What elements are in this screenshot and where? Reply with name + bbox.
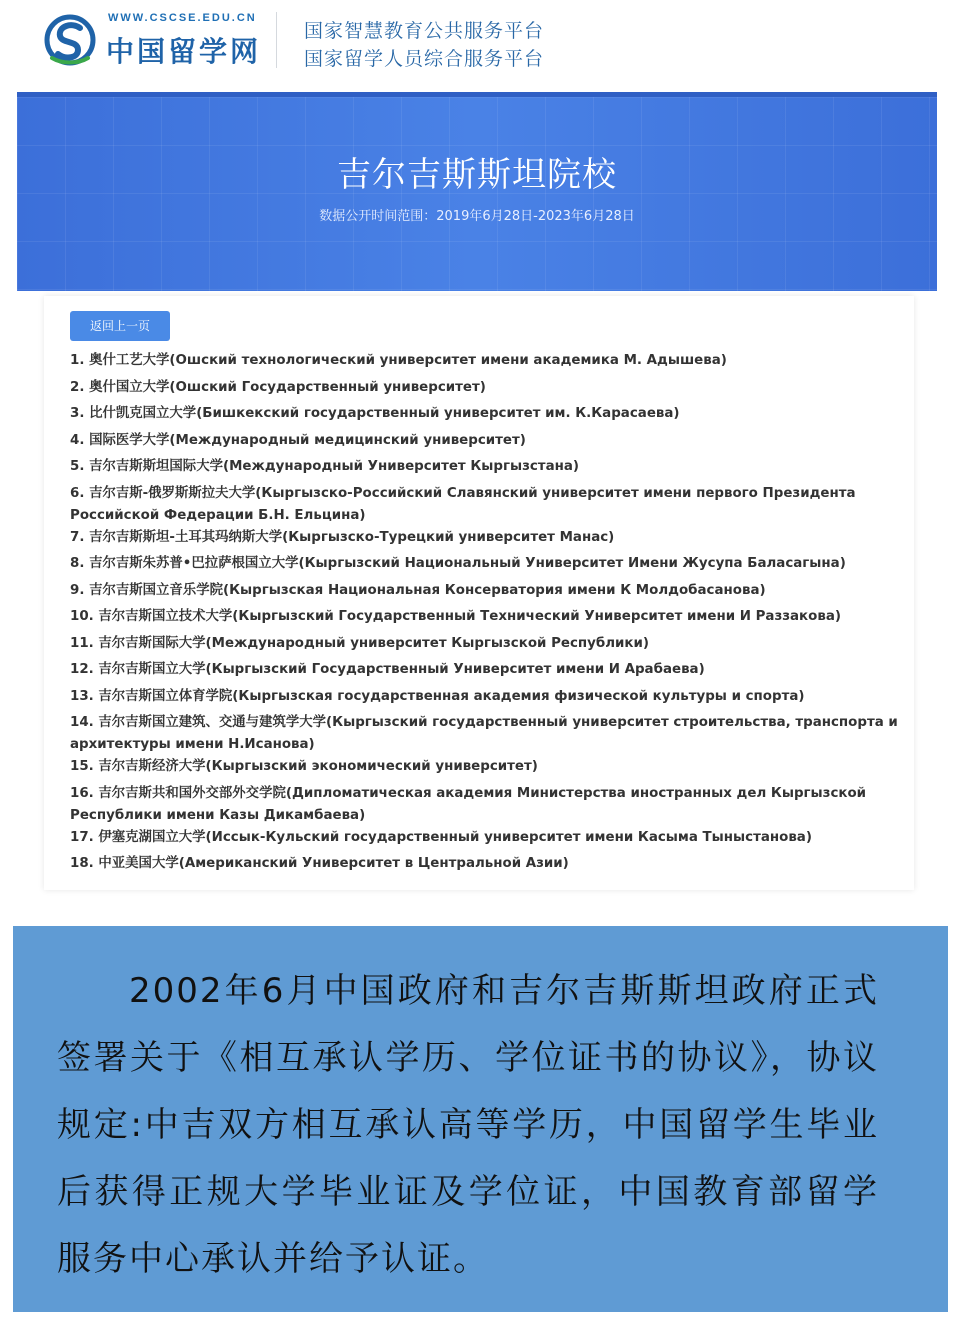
- page-banner: [17, 92, 937, 291]
- list-item: 16. 吉尔吉斯共和国外交部外交学院(Дипломатическая академия Министерства иностранных дел Кыргызской Республики имени Казы Дикамбаева): [70, 785, 867, 823]
- site-header: [0, 0, 958, 90]
- logo-url: WWW.CSCSE.EDU.CN: [108, 12, 257, 24]
- list-item: 3. 比什凯克国立大学(Бишкекский государственный университет им. К.Карасаева): [70, 406, 680, 421]
- list-item: 11. 吉尔吉斯国际大学(Международный университет Кыргызской Республики): [70, 635, 650, 651]
- cscse-logo-icon[interactable]: [42, 14, 98, 70]
- list-item: 10. 吉尔吉斯国立技术大学(Кыргызский Государственный Технический Университет имени И Раззакова): [70, 609, 841, 624]
- university-list: [70, 350, 900, 880]
- list-item: 8. 吉尔吉斯朱苏普•巴拉萨根国立大学(Кыргызский Национальный Университет Имени Жусупа Баласагына): [70, 556, 846, 571]
- list-item: 7. 吉尔吉斯斯坦-土耳其玛纳斯大学(Кыргызско-Турецкий университет Манас): [70, 529, 615, 545]
- list-item: 2. 奥什国立大学(Ошский Государственный университет): [70, 379, 486, 395]
- logo-name[interactable]: 中国留学网: [106, 35, 262, 68]
- agreement-text: 2002年6月中国政府和吉尔吉斯斯坦政府正式签署关于《相互承认学历、学位证书的协议》，协议规定:中吉双方相互承认高等学历，中国留学生毕业后获得正规大学毕业证及学位证，中国教育部留学服务中心承认并给予认证。: [57, 971, 879, 1279]
- platform-name-2: 国家留学人员综合服务平台: [304, 48, 545, 70]
- list-item: 18. 中亚美国大学(Американский Университет в Центральной Азии): [70, 856, 569, 871]
- list-item: 12. 吉尔吉斯国立大学(Кыргызский Государственный Университет имени И Арабаева): [70, 662, 705, 677]
- list-item: 15. 吉尔吉斯经济大学(Кыргызский экономический университет): [70, 759, 538, 774]
- list-item: 1. 奥什工艺大学(Ошский технологический университет имени академика М. Адышева): [70, 353, 727, 368]
- header-divider: [276, 12, 277, 68]
- page-title: 吉尔吉斯斯坦院校: [337, 155, 617, 195]
- agreement-notice: [13, 926, 948, 1312]
- platform-name-1: 国家智慧教育公共服务平台: [304, 20, 545, 42]
- list-item: 14. 吉尔吉斯国立建筑、交通与建筑学大学(Кыргызский государственный университет строительства, транспорта и архитектуры имени Н.Исанова): [70, 715, 898, 752]
- list-item: 17. 伊塞克湖国立大学(Иссык-Кульский государственный университет имени Касыма Тыныстанова): [70, 829, 812, 845]
- list-item: 9. 吉尔吉斯国立音乐学院(Кыргызская Национальная Консерватория имени К Молдобасанова): [70, 582, 766, 598]
- list-item: 13. 吉尔吉斯国立体育学院(Кыргызская государственная академия физической культуры и спорта): [70, 688, 805, 704]
- university-list-card: [44, 296, 914, 890]
- back-button[interactable]: 返回上一页: [70, 311, 170, 341]
- data-range-subtitle: 数据公开时间范围：2019年6月28日-2023年6月28日: [319, 209, 635, 224]
- list-item: 5. 吉尔吉斯斯坦国际大学(Международный Университет Кыргызстана): [70, 459, 580, 474]
- list-item: 4. 国际医学大学(Международный медицинский университет): [70, 432, 526, 448]
- list-item: 6. 吉尔吉斯-俄罗斯斯拉夫大学(Кыргызско-Российский Славянский университет имени первого Президента Российской Федерации Б.Н. Ельцина): [70, 485, 856, 523]
